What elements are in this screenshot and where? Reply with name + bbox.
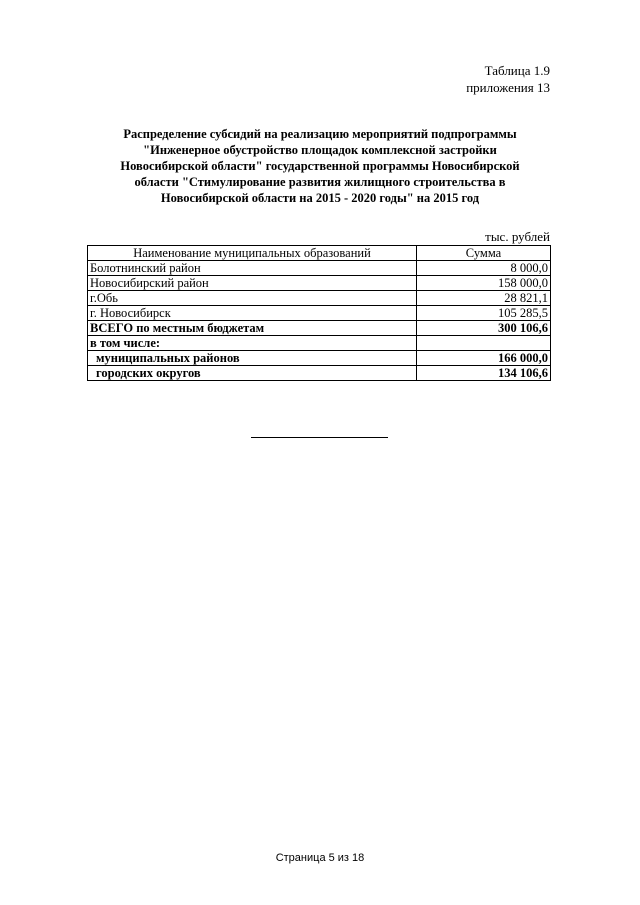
row-sum: 158 000,0 bbox=[417, 276, 551, 291]
appendix-label: приложения 13 bbox=[466, 80, 550, 95]
total-row bbox=[88, 321, 551, 336]
column-header-name: Наименование муниципальных образований bbox=[88, 246, 417, 261]
table-row bbox=[88, 306, 551, 321]
column-header-sum: Сумма bbox=[417, 246, 551, 261]
title-line: Распределение субсидий на реализацию мероприятий подпрограммы bbox=[123, 127, 517, 141]
table-row bbox=[88, 291, 551, 306]
row-name: муниципальных районов bbox=[88, 351, 417, 366]
subsidies-table bbox=[87, 245, 551, 381]
row-name: г. Новосибирск bbox=[88, 306, 417, 321]
table-row bbox=[88, 261, 551, 276]
row-sum: 105 285,5 bbox=[417, 306, 551, 321]
row-sum: 8 000,0 bbox=[417, 261, 551, 276]
table-reference bbox=[466, 62, 550, 96]
row-sum bbox=[417, 336, 551, 351]
title-line: Новосибирской области" государственной программы Новосибирской bbox=[120, 159, 520, 173]
row-name: городских округов bbox=[88, 366, 417, 381]
page-number: Страница 5 из 18 bbox=[275, 852, 365, 864]
row-name: Новосибирский район bbox=[88, 276, 417, 291]
title-line: "Инженерное обустройство площадок комплексной застройки bbox=[143, 143, 497, 157]
row-name: Болотнинский район bbox=[88, 261, 417, 276]
title-line: области "Стимулирование развития жилищного строительства в bbox=[134, 175, 506, 189]
row-sum: 300 106,6 bbox=[417, 321, 551, 336]
subtotal-header-row bbox=[88, 336, 551, 351]
document-title bbox=[100, 126, 540, 206]
title-line: Новосибирской области на 2015 - 2020 годы" на 2015 год bbox=[160, 191, 480, 205]
table-label: Таблица 1.9 bbox=[484, 63, 550, 78]
table-row bbox=[88, 276, 551, 291]
table-header-row bbox=[88, 246, 551, 261]
row-sum: 134 106,6 bbox=[417, 366, 551, 381]
row-name: ВСЕГО по местным бюджетам bbox=[88, 321, 417, 336]
subtotal-row bbox=[88, 351, 551, 366]
row-sum: 166 000,0 bbox=[417, 351, 551, 366]
units-label: тыс. рублей bbox=[485, 229, 550, 244]
row-name: г.Обь bbox=[88, 291, 417, 306]
separator-line bbox=[251, 437, 388, 438]
subtotal-row bbox=[88, 366, 551, 381]
row-name: в том числе: bbox=[88, 336, 417, 351]
row-sum: 28 821,1 bbox=[417, 291, 551, 306]
